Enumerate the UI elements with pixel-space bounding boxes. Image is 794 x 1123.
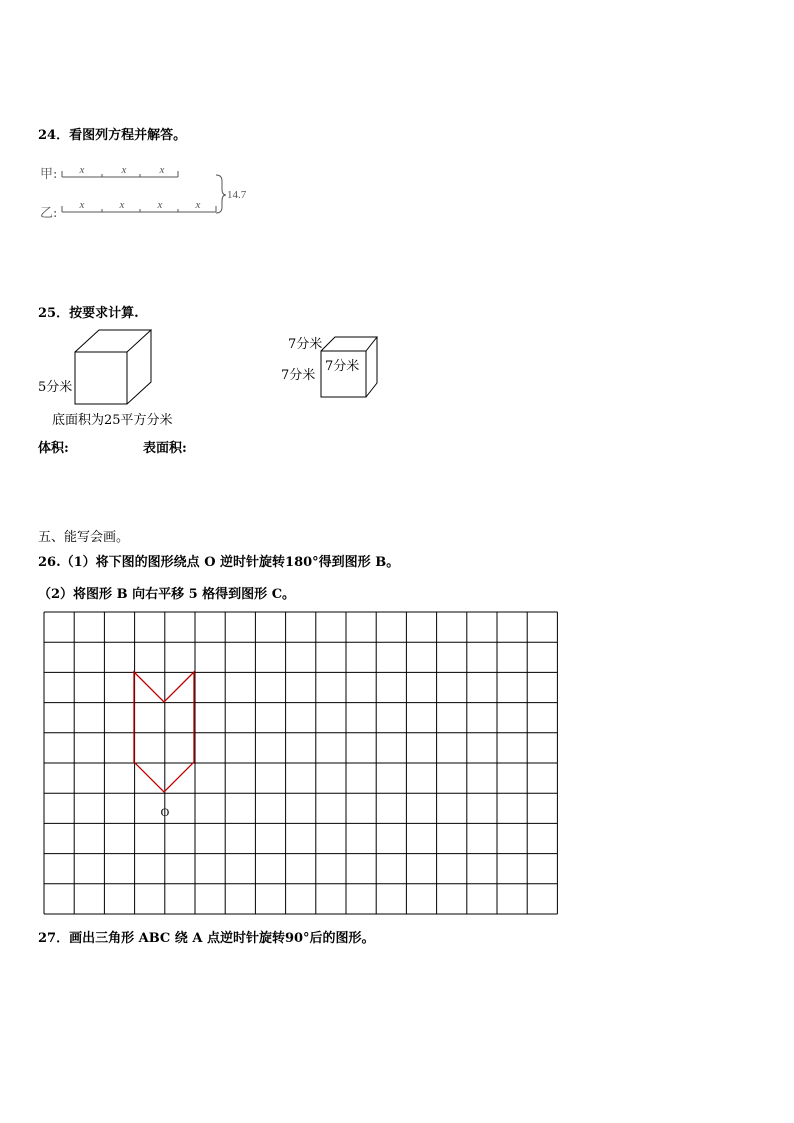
brace-icon — [216, 175, 226, 213]
grid-lines — [44, 612, 557, 914]
segment-label: x — [121, 164, 127, 176]
section-heading: 五、能写会画。 — [38, 530, 130, 545]
segment-label: x — [79, 199, 85, 211]
cube2-top-label: 7分米 — [288, 337, 323, 352]
cube1-side-label: 5分米 — [38, 380, 73, 395]
segment-label: x — [157, 199, 163, 211]
row-yi-label: 乙: — [40, 206, 58, 221]
question-25-title: 25．按要求计算. — [38, 306, 139, 321]
cube-diagram-1 — [70, 328, 190, 408]
cube2-left-label: 7分米 — [281, 368, 316, 383]
question-27-title: 27．画出三角形 ABC 绕 A 点逆时针旋转90°后的图形。 — [38, 931, 375, 946]
segment-label: x — [159, 164, 165, 176]
segment-label: x — [119, 199, 125, 211]
volume-label: 体积: — [38, 441, 69, 456]
cube1-base-label: 底面积为25平方分米 — [52, 413, 173, 428]
surface-area-label: 表面积: — [143, 441, 187, 456]
total-label: 14.7 — [227, 189, 247, 201]
question-26-part2: （2）将图形 B 向右平移 5 格得到图形 C。 — [38, 587, 296, 602]
row-jia-label: 甲: — [40, 167, 58, 182]
segment-line-yi — [62, 206, 216, 212]
segment-label: x — [79, 164, 85, 176]
question-26-part1: 26.（1）将下图的图形绕点 O 逆时针旋转180°得到图形 B。 — [38, 555, 400, 570]
question-24-title: 24．看图列方程并解答。 — [38, 128, 187, 143]
segment-diagram — [0, 155, 260, 225]
cube2-front-label: 7分米 — [325, 359, 360, 374]
point-o-label: O — [160, 805, 170, 819]
segment-label: x — [195, 199, 201, 211]
drawing-grid — [42, 611, 562, 919]
arrow-shape — [134, 672, 194, 792]
